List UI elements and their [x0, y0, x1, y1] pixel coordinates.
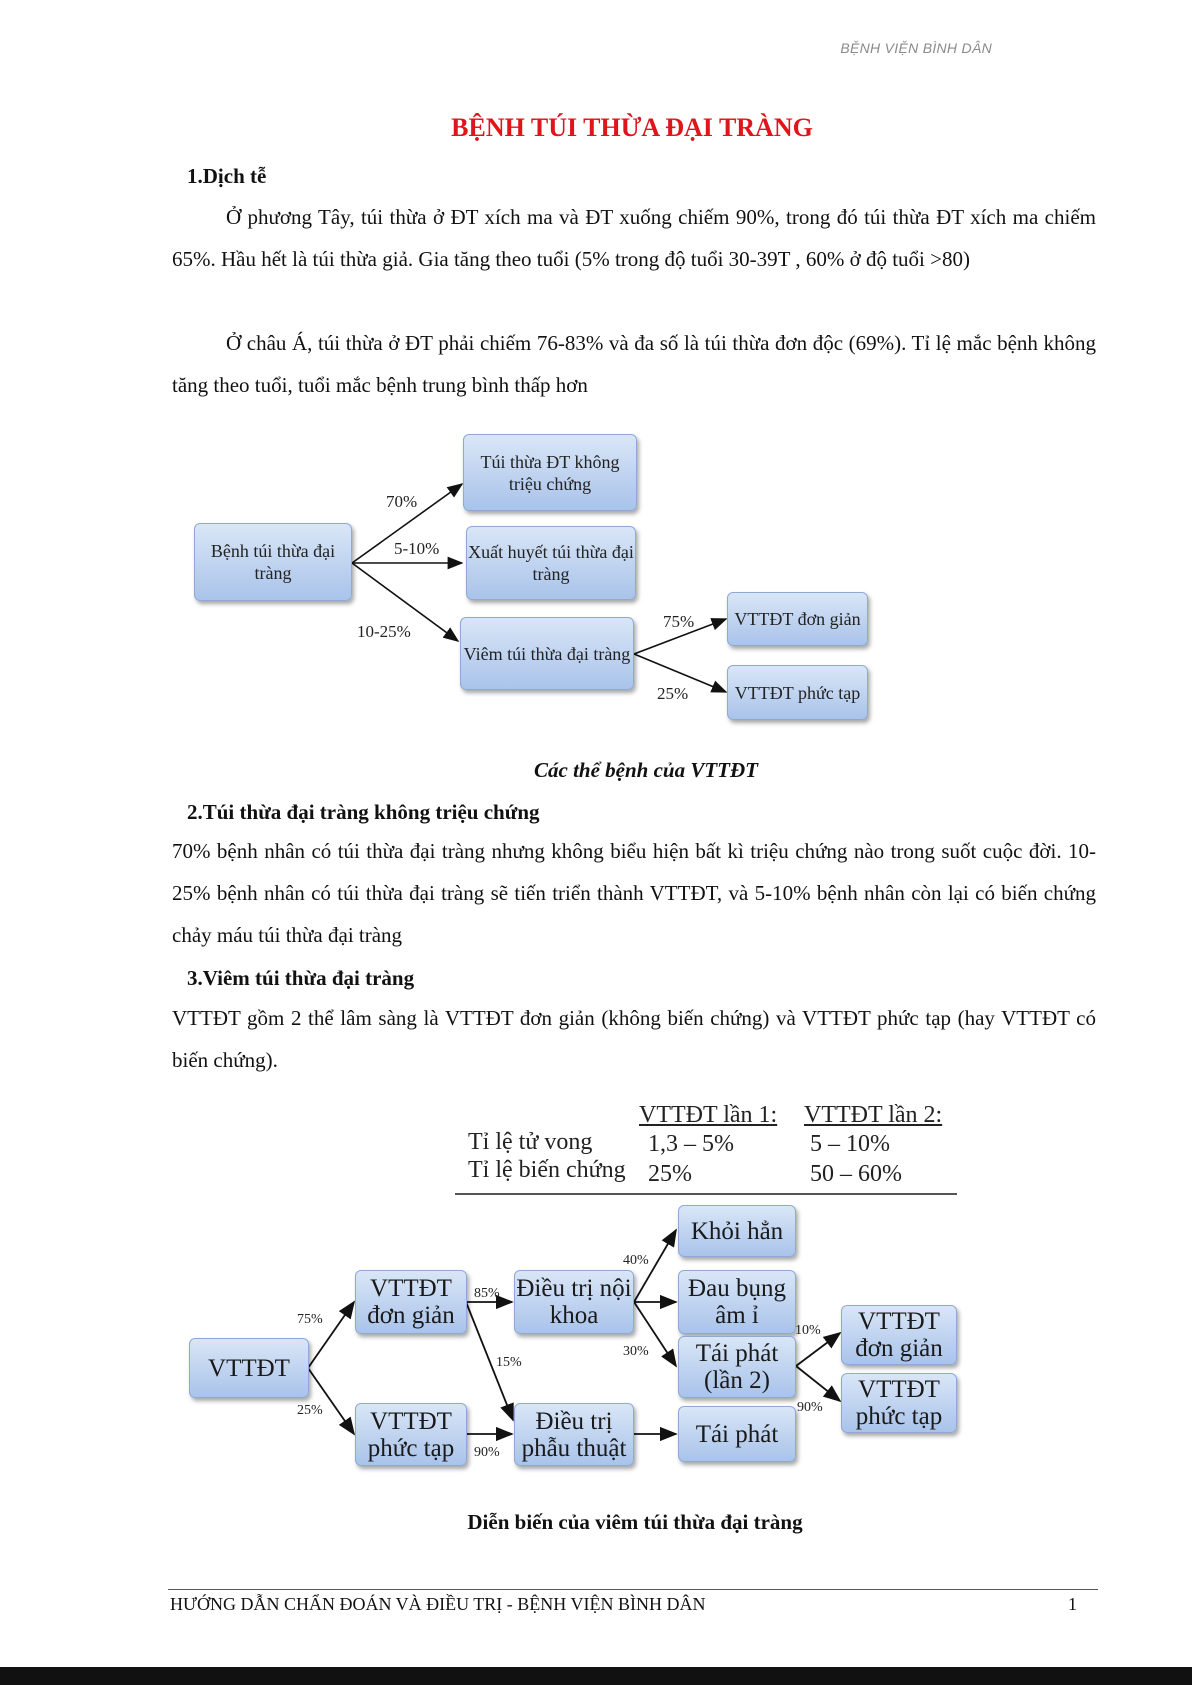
- label-root-simple: 75%: [297, 1312, 323, 1327]
- label-relapse-simple: 10%: [795, 1323, 821, 1338]
- node-asymptomatic: Túi thừa ĐT không triệu chứng: [463, 434, 637, 511]
- label-simple-percent: 75%: [663, 612, 695, 631]
- label-bleed-percent: 5-10%: [394, 539, 440, 558]
- label-asym-percent: 70%: [386, 492, 418, 511]
- node-complex: VTTĐT phức tạp: [355, 1403, 467, 1466]
- paragraph-west: Ở phương Tây, túi thừa ở ĐT xích ma và ĐT xuống chiếm 90%, trong đó túi thừa ĐT xích ma chiếm 65%. Hầu hết là túi thừa giả. Gia tăng theo tuổi (5% trong độ tuổi 30-39T , 60% ở độ tuổi >80): [172, 205, 1096, 271]
- footer-text: HƯỚNG DẪN CHẨN ĐOÁN VÀ ĐIỀU TRỊ - BỆNH VIỆN BÌNH DÂN: [170, 1594, 706, 1614]
- paragraph-diverticulitis: VTTĐT gồm 2 thể lâm sàng là VTTĐT đơn giản (không biến chứng) và VTTĐT phức tạp (hay VTTĐT có biến chứng).: [172, 1006, 1096, 1072]
- node-chronic-pain: Đau bụng âm ỉ: [678, 1270, 796, 1334]
- label-inflam-percent: 10-25%: [357, 622, 411, 641]
- section-heading-diverticulitis: 3.Viêm túi thừa đại tràng: [187, 966, 415, 990]
- section-heading-epidemiology: 1.Dịch tễ: [187, 164, 267, 188]
- running-header: BỆNH VIỆN BÌNH DÂN: [840, 40, 992, 56]
- table-row-complication-label: Tỉ lệ biến chứng: [468, 1157, 626, 1183]
- label-simple-surgical: 15%: [496, 1355, 522, 1370]
- table-row-complication-second: 50 – 60%: [810, 1161, 902, 1187]
- node-relapse-second: Tái phát (lần 2): [678, 1336, 796, 1398]
- table-col-first-episode: VTTĐT lần 1:: [639, 1102, 778, 1128]
- paragraph-asia: Ở châu Á, túi thừa ở ĐT phải chiếm 76-83% và đa số là túi thừa đơn độc (69%). Tỉ lệ mắc bệnh không tăng theo tuổi, tuổi mắc bệnh trung bình thấp hơn: [172, 331, 1096, 397]
- footer-rule: [168, 1589, 1098, 1590]
- table-row-mortality-label: Tỉ lệ tử vong: [468, 1129, 593, 1155]
- node-surgical-treatment: Điều trị phẫu thuật: [514, 1403, 634, 1466]
- node-diverticulitis: Viêm túi thừa đại tràng: [460, 617, 634, 690]
- node-complex-diverticulitis: VTTĐT phức tạp: [727, 665, 868, 720]
- label-complex-surgical: 90%: [474, 1445, 500, 1460]
- node-simple-second: VTTĐT đơn giản: [841, 1305, 957, 1365]
- section-heading-asymptomatic: 2.Túi thừa đại tràng không triệu chứng: [187, 800, 540, 824]
- label-simple-medical: 85%: [474, 1286, 500, 1301]
- paragraph-asymptomatic: 70% bệnh nhân có túi thừa đại tràng nhưng không biểu hiện bất kì triệu chứng nào trong suốt cuộc đời. 10-25% bệnh nhân có túi thừa đại tràng sẽ tiến triển thành VTTĐT, và 5-10% bệnh nhân còn lại có biến chứng chảy máu túi thừa đại tràng: [172, 839, 1096, 947]
- table-row-complication-first: 25%: [648, 1161, 692, 1187]
- node-medical-treatment: Điều trị nội khoa: [514, 1270, 634, 1334]
- node-diverticular-disease: Bệnh túi thừa đại tràng: [194, 523, 352, 601]
- label-medical-relapse: 30%: [623, 1344, 649, 1359]
- node-simple-diverticulitis: VTTĐT đơn giản: [727, 592, 868, 646]
- diagram2-caption: Diễn biến của viêm túi thừa đại tràng: [467, 1510, 803, 1534]
- node-relapse: Tái phát: [678, 1406, 796, 1462]
- node-diverticulitis-root: VTTĐT: [189, 1338, 309, 1398]
- node-bleeding: Xuất huyết túi thừa đại tràng: [466, 526, 636, 600]
- node-cured: Khỏi hẳn: [678, 1205, 796, 1257]
- table-row-mortality-first: 1,3 – 5%: [648, 1131, 734, 1157]
- node-simple: VTTĐT đơn giản: [355, 1270, 467, 1334]
- page-title: BỆNH TÚI THỪA ĐẠI TRÀNG: [451, 113, 813, 142]
- bottom-bar: [0, 1667, 1192, 1685]
- label-medical-cured: 40%: [623, 1253, 649, 1268]
- table-row-mortality-second: 5 – 10%: [810, 1131, 890, 1157]
- label-root-complex: 25%: [297, 1403, 323, 1418]
- label-relapse-complex: 90%: [797, 1400, 823, 1415]
- label-complex-percent: 25%: [657, 684, 689, 703]
- diagram1-caption: Các thể bệnh của VTTĐT: [534, 758, 758, 782]
- table-col-second-episode: VTTĐT lần 2:: [804, 1102, 943, 1128]
- page-number: 1: [1068, 1594, 1077, 1614]
- node-complex-second: VTTĐT phức tạp: [841, 1373, 957, 1433]
